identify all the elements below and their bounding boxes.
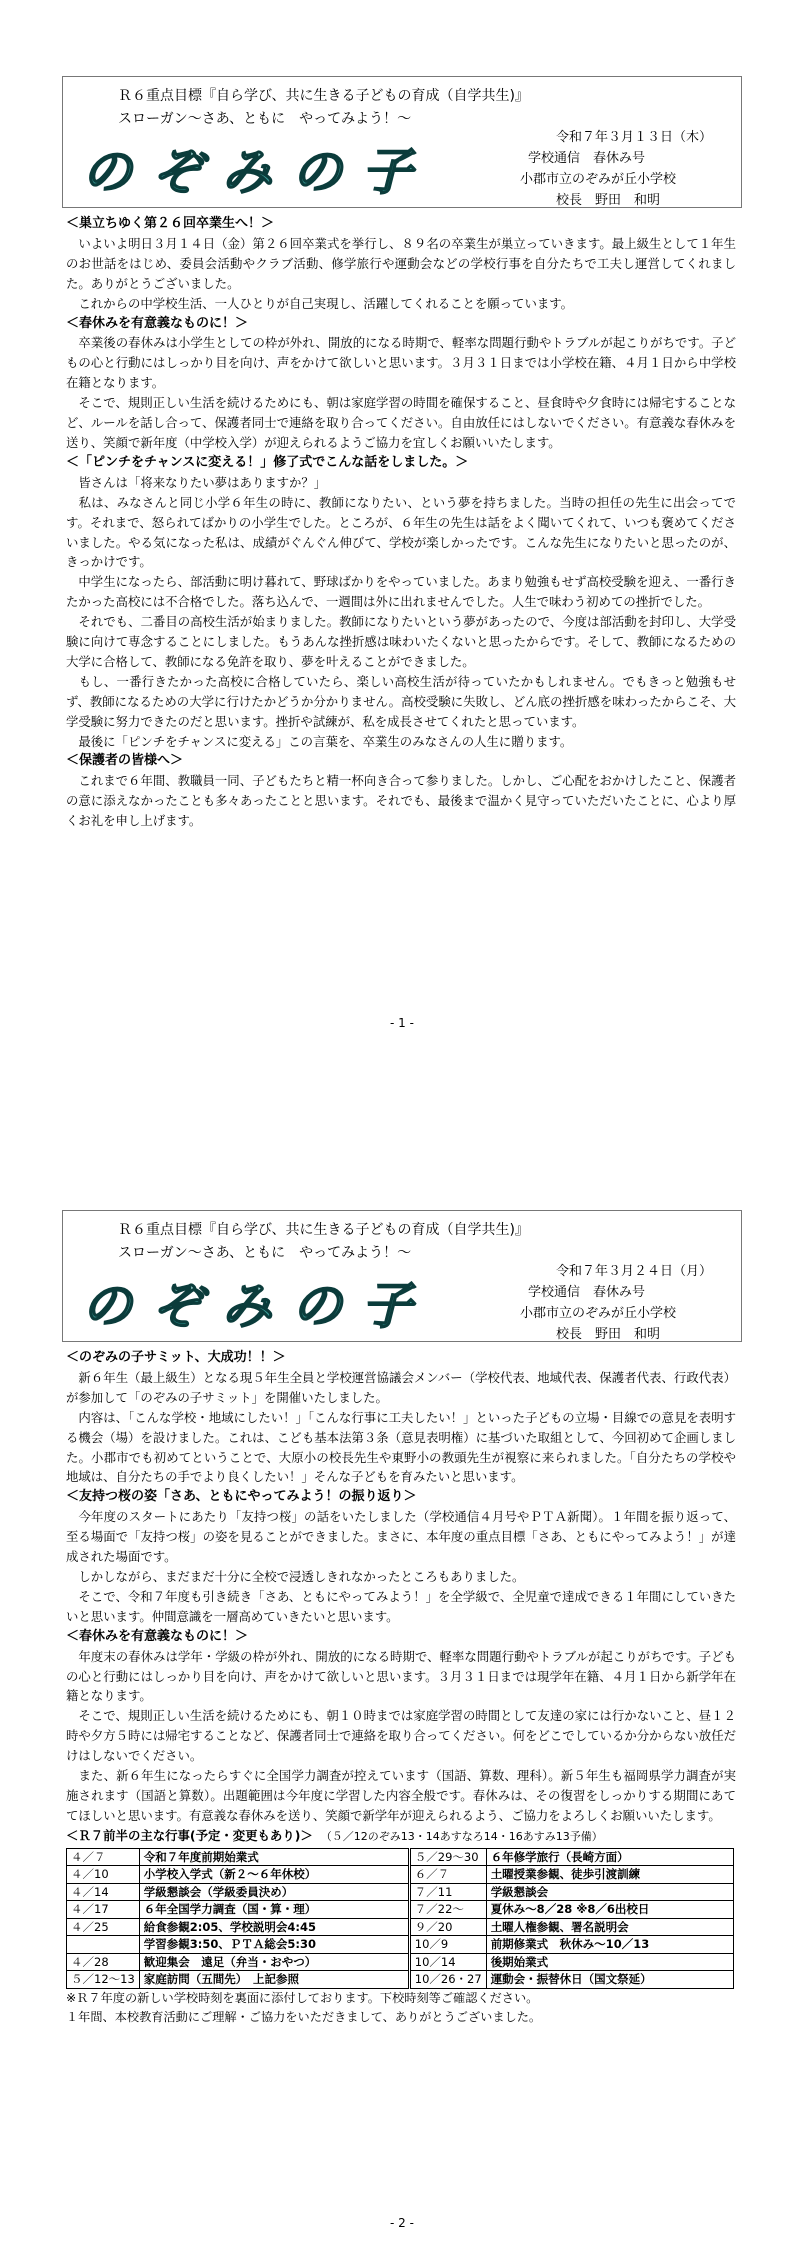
schedule-date: ４／25	[67, 1918, 140, 1936]
page2-issue-name: 学校通信 春休み号	[528, 1285, 646, 1300]
schedule-date: ５／29～30	[409, 1848, 486, 1866]
page2-title-text: のぞみの子	[82, 1277, 432, 1335]
schedule-date: ９／20	[409, 1918, 486, 1936]
page1-issue-name: 学校通信 春休み号	[528, 151, 646, 166]
schedule-event: 歓迎集会 遠足（弁当・おやつ）	[139, 1953, 409, 1971]
page1-title-text: のぞみの子	[82, 143, 432, 201]
schedule-event: 土曜人権参観、署名説明会	[486, 1918, 733, 1936]
paragraph: もし、一番行きたかった高校に合格していたら、楽しい高校生活が待っていたかもしれません。でもきっと勉強もせず、教師になるための大学に行けたかどうか分かりません。高校受験に失敗し、どん底の挫折感を味わったからこそ、大学受験に努力できたのだと思います。挫折や試練が、私を成長させてくれたと思っています。	[66, 673, 736, 729]
schedule-event: 学級懇談会（学級委員決め）	[139, 1883, 409, 1901]
table-row	[67, 1971, 734, 1989]
schedule-event: 学級懇談会	[486, 1883, 733, 1901]
newsletter-page-1	[62, 76, 742, 1030]
paragraph: これまで６年間、教職員一同、子どもたちと精一杯向き合って参りました。しかし、ご心配をおかけしたこと、保護者の意に添えなかったことも多々あったことと思います。それでも、最後まで温かく見守っていただいたことに、心より厚くお礼を申し上げます。	[66, 773, 736, 829]
schedule-date: ５／12～13	[67, 1971, 140, 1989]
closing-note-1: ※Ｒ７年度の新しい学校時刻を裏面に添付しております。下校時刻等ご確認ください。	[66, 1990, 539, 2005]
table-row	[67, 1848, 734, 1866]
paragraph: 今年度のスタートにあたり「友持つ桜」の話をいたしました（学校通信４月号やＰＴＡ新聞）。１年間を振り返って、至る場面で「友持つ桜」の姿を見ることができました。まさに、本年度の重点目標「さあ、ともにやってみよう！」が達成された場面です。	[66, 1509, 736, 1565]
paragraph: そこで、規則正しい生活を続けるためにも、朝は家庭学習の時間を確保すること、昼食時や夕食時には帰宅することなど、ルールを話し合って、保護者同士で連絡を取り合ってください。自由放任にはしないでください。有意義な春休みを送り、笑顔で新年度（中学校入学）が迎えられるようご協力を宜しくお願いいたします。	[66, 395, 736, 450]
paragraph: 私は、みなさんと同じ小学６年生の時に、教師になりたい、という夢を持ちました。当時の担任の先生に出会ってです。それまで、怒られてばかりの小学生でした。ところが、６年生の先生は話をよく聞いてくれて、いつも褒めてくださいました。やる気になった私は、成績がぐんぐん伸びて、学校が楽しかったです。こんな先生になりたいと思ったのが、きっかけです。	[66, 494, 736, 570]
page1-body	[66, 214, 736, 831]
schedule-event: 給食参観2:05、学校説明会4:45	[139, 1918, 409, 1936]
schedule-date: ４／７	[67, 1848, 140, 1866]
schedule-date: 10／9	[409, 1936, 486, 1954]
page2-body	[66, 1348, 736, 2027]
table-row	[67, 1918, 734, 1936]
schedule-date: ４／14	[67, 1883, 140, 1901]
page2-school-name: 小郡市立のぞみが丘小学校	[520, 1306, 677, 1321]
page1-header-goal: Ｒ６重点目標『自ら学び、共に生きる子どもの育成（自学共生)』	[118, 88, 529, 104]
schedule-event: 学習参観3:50、ＰＴＡ総会5:30	[139, 1936, 409, 1954]
schedule-title	[66, 1826, 736, 1847]
schedule-event: 運動会・振替休日（国文祭延）	[486, 1971, 733, 1989]
page2-principal: 校長 野田 和明	[556, 1327, 661, 1342]
schedule-event: 前期修業式 秋休み～10／13	[486, 1936, 733, 1954]
table-row	[67, 1936, 734, 1954]
paragraph: 最後に「ピンチをチャンスに変える」この言葉を、卒業生のみなさんの人生に贈ります。	[66, 733, 573, 749]
paragraph: 内容は、「こんな学校・地域にしたい！」「こんな行事に工夫したい！」といった子どもの立場・目線での意見を表明する機会（場）を設けました。これは、こども基本法第３条（意見表明権）に基づいた取組として、今回初めて企画しました。小郡市でも初めてということで、大原小の校長先生や東野小の教頭先生が視察に来られました。「自分たちの学校や地域は、自分たちの手でより良くしたい！」そんな子どもを育みたいと思います。	[66, 1409, 736, 1485]
page1-school-name: 小郡市立のぞみが丘小学校	[520, 172, 677, 187]
schedule-date: ７／22～	[409, 1901, 486, 1919]
section-heading: ＜のぞみの子サミット、大成功！！＞	[66, 1350, 286, 1365]
paragraph: それでも、二番目の高校生活が始まりました。教師になりたいという夢があったので、今度は部活動を封印し、大学受験に向けて専念することにしました。もうあんな挫折感は味わいたくないと思ったからです。そして、教師になるための大学に合格して、教師になる免許を取り、夢を叶えることができました。	[66, 614, 736, 669]
paragraph: 卒業後の春休みは小学生としての枠が外れ、開放的になる時期で、軽率な問題行動やトラブルが起こりがちです。子どもの心と行動にはしっかり目を向け、声をかけて欲しいと思います。３月３１日までは小学校在籍、４月１日から中学校在籍となります。	[66, 335, 736, 391]
schedule-date: 10／26・27	[409, 1971, 486, 1989]
schedule-date: ４／28	[67, 1953, 140, 1971]
schedule-date: ４／10	[67, 1866, 140, 1884]
page1-header	[62, 76, 742, 208]
section-heading: ＜巣立ちゆく第２６回卒業生へ！＞	[66, 216, 275, 231]
schedule-date: 10／14	[409, 1953, 486, 1971]
paragraph: また、新６年生になったらすぐに全国学力調査が控えています（国語、算数、理科）。新５年生も福岡県学力調査が実施されます（国語と算数）。出題範囲は今年度に学習した内容全般です。春休みは、その復習をしっかりする期間にあててほしいと思います。有意義な春休みを送り、笑顔で新学年が迎えられるよう、ご協力をよろしくお願いいたします。	[66, 1768, 736, 1823]
paragraph: 中学生になったら、部活動に明け暮れて、野球ばかりをやっていました。あまり勉強もせず高校受験を迎え、一番行きたかった高校には不合格でした。落ち込んで、一週間は外に出れませんでした。人生で味わう初めての挫折でした。	[66, 574, 736, 610]
schedule-event: 夏休み～8／28 ※8／6出校日	[486, 1901, 733, 1919]
paragraph: いよいよ明日３月１４日（金）第２６回卒業式を挙行し、８９名の卒業生が巣立っていきます。最上級生として１年生のお世話をはじめ、委員会活動やクラブ活動、修学旅行や運動会などの学校行事を自分たちで工夫し運営してくれました。ありがとうございました。	[66, 235, 736, 291]
newsletter-page-2	[62, 1210, 742, 2230]
section-heading: ＜「ピンチをチャンスに変える！」修了式でこんな話をしました。＞	[66, 454, 469, 470]
schedule-event: 家庭訪問（五間先） 上記参照	[139, 1971, 409, 1989]
page1-principal: 校長 野田 和明	[556, 193, 661, 208]
schedule-date	[67, 1936, 140, 1954]
page2-header	[62, 1210, 742, 1342]
paragraph: 年度末の春休みは学年・学級の枠が外れ、開放的になる時期で、軽率な問題行動やトラブルが起こりがちです。子どもの心と行動にはしっかり目を向け、声をかけて欲しいと思います。３月３１日までは現学年在籍、４月１日から新学年在籍となります。	[66, 1648, 736, 1704]
table-row	[67, 1866, 734, 1884]
page2-newsletter-title-logo	[81, 1271, 433, 1337]
paragraph: 新６年生（最上級生）となる現５年生全員と学校運営協議会メンバー（学校代表、地域代表、保護者代表、行政代表）が参加して「のぞみの子サミット」を開催いたしました。	[66, 1369, 736, 1405]
schedule-event: ６年全国学力調査（国・算・理）	[139, 1901, 409, 1919]
schedule-event: ６年修学旅行（長崎方面）	[486, 1848, 733, 1866]
schedule-date: ６／７	[409, 1866, 486, 1884]
page1-header-slogan: スローガン～さあ、ともに やってみよう！～	[118, 111, 412, 127]
schedule-table	[66, 1848, 734, 1989]
schedule-event: 後期始業式	[486, 1953, 733, 1971]
schedule-date: ７／11	[409, 1883, 486, 1901]
page2-page-number: - 2 -	[390, 2216, 414, 2230]
page1-header-info	[520, 127, 712, 211]
page1-issue-date: 令和７年３月１３日（木）	[556, 130, 713, 145]
paragraph: これからの中学校生活、一人ひとりが自己実現し、活躍してくれることを願っています。	[66, 295, 574, 311]
paragraph: しかしながら、まだまだ十分に全校で浸透しきれなかったところもありました。	[66, 1568, 525, 1584]
page2-issue-date: 令和７年３月２４日（月）	[556, 1264, 713, 1279]
paragraph: そこで、規則正しい生活を続けるためにも、朝１０時までは家庭学習の時間として友達の家には行かないこと、昼１２時や夕方５時には帰宅することなど、保護者同士で連絡を取り合ってください。何をどこでしているか分からない放任だけはしないでください。	[66, 1708, 736, 1764]
schedule-date: ４／17	[67, 1901, 140, 1919]
section-heading: ＜友持つ桜の姿「さあ、ともにやってみよう！の振り返り＞	[66, 1489, 417, 1505]
paragraph: そこで、令和７年度も引き続き「さあ、ともにやってみよう！」を全学級で、全児童で達成できる１年間にしていきたいと思います。仲間意識を一層高めていきたいと思います。	[66, 1588, 736, 1624]
schedule-subtitle: （５／12のぞみ13・14あすなろ14・16あすみ13予備）	[320, 1829, 603, 1843]
schedule-heading: ＜Ｒ７前半の主な行事(予定・変更もあり)＞	[66, 1827, 313, 1843]
section-heading: ＜保護者の皆様へ＞	[66, 753, 184, 769]
page2-header-slogan: スローガン～さあ、ともに やってみよう！～	[118, 1245, 412, 1261]
schedule-event: 小学校入学式（新２～６年休校）	[139, 1866, 409, 1884]
closing-note-2: １年間、本校教育活動にご理解・ご協力をいただきまして、ありがとうございました。	[66, 2009, 542, 2024]
paragraph: 皆さんは「将来なりたい夢はありますか？」	[66, 474, 327, 490]
section-heading: ＜春休みを有意義なものに！＞	[66, 1628, 249, 1644]
table-row	[67, 1953, 734, 1971]
schedule-event: 土曜授業参観、徒歩引渡訓練	[486, 1866, 733, 1884]
section-heading: ＜春休みを有意義なものに！＞	[66, 315, 249, 331]
page1-newsletter-title-logo	[81, 137, 433, 203]
page2-header-goal: Ｒ６重点目標『自ら学び、共に生きる子どもの育成（自学共生)』	[118, 1222, 529, 1238]
page2-header-info	[520, 1261, 712, 1345]
schedule-event: 令和７年度前期始業式	[139, 1848, 409, 1866]
table-row	[67, 1901, 734, 1919]
page1-page-number: - 1 -	[390, 1016, 414, 1030]
table-row	[67, 1883, 734, 1901]
